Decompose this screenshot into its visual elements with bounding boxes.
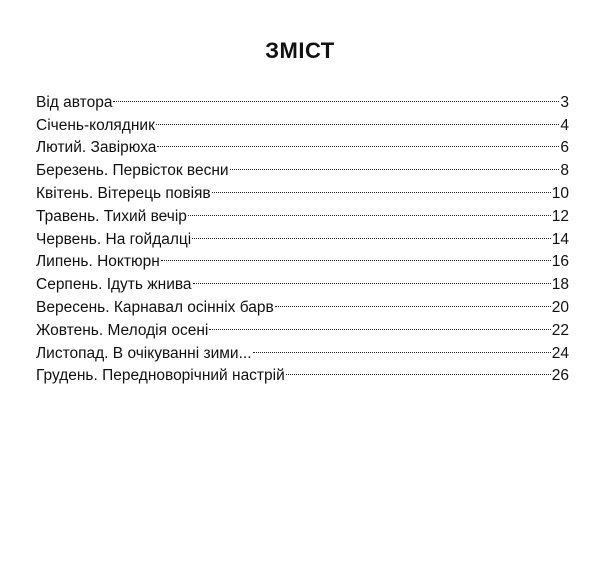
toc-entry-page: 10 (551, 184, 569, 202)
toc-entry-page: 20 (551, 298, 569, 316)
toc-dot-leader (209, 312, 550, 335)
toc-dot-leader (156, 107, 560, 130)
toc-entry-page: 26 (551, 367, 569, 385)
table-of-contents (36, 84, 569, 385)
toc-dot-leader (161, 244, 551, 267)
toc-dot-leader (253, 335, 551, 358)
toc-entry-label: Листопад. В очікуванні зими... (36, 344, 252, 362)
toc-entry-label: Січень-колядник (36, 116, 155, 134)
toc-dot-leader (286, 358, 551, 381)
toc-entry-label: Грудень. Передноворічний настрій (36, 367, 285, 385)
toc-entry-page: 16 (551, 253, 569, 271)
toc-entry-label: Березень. Первісток весни (36, 162, 229, 180)
toc-dot-leader (192, 221, 551, 244)
toc-entry-label: Квітень. Вітерець повіяв (36, 184, 211, 202)
toc-entry-label: Липень. Ноктюрн (36, 253, 160, 271)
toc-entry-label: Жовтень. Мелодія осені (36, 321, 209, 339)
toc-entry-page: 18 (551, 276, 569, 294)
toc-entry-page: 3 (560, 93, 569, 111)
toc-entry (36, 84, 569, 111)
toc-dot-leader (212, 175, 551, 198)
toc-entry-label: Серпень. Ідуть жнива (36, 276, 192, 294)
toc-entry (36, 107, 569, 134)
toc-dot-leader (275, 289, 551, 312)
toc-entry-label: Вересень. Карнавал осінніх барв (36, 298, 274, 316)
toc-dot-leader (157, 130, 559, 153)
toc-entry-page: 14 (551, 230, 569, 248)
toc-entry-label: Травень. Тихий вечір (36, 207, 187, 225)
toc-entry-page: 4 (560, 116, 569, 134)
toc-entry-label: Лютий. Завірюха (36, 139, 157, 157)
page-title: ЗМІСТ (265, 38, 335, 63)
toc-dot-leader (113, 84, 559, 107)
toc-entry-page: 24 (551, 344, 569, 362)
toc-dot-leader (188, 198, 551, 221)
toc-entry-label: Червень. На гойдалці (36, 230, 192, 248)
toc-entry-label: Від автора (36, 93, 113, 111)
toc-dot-leader (230, 152, 560, 175)
toc-entry-page: 6 (560, 139, 569, 157)
toc-entry-page: 22 (551, 321, 569, 339)
toc-entry-page: 8 (560, 162, 569, 180)
toc-entry-page: 12 (551, 207, 569, 225)
toc-dot-leader (193, 266, 551, 289)
